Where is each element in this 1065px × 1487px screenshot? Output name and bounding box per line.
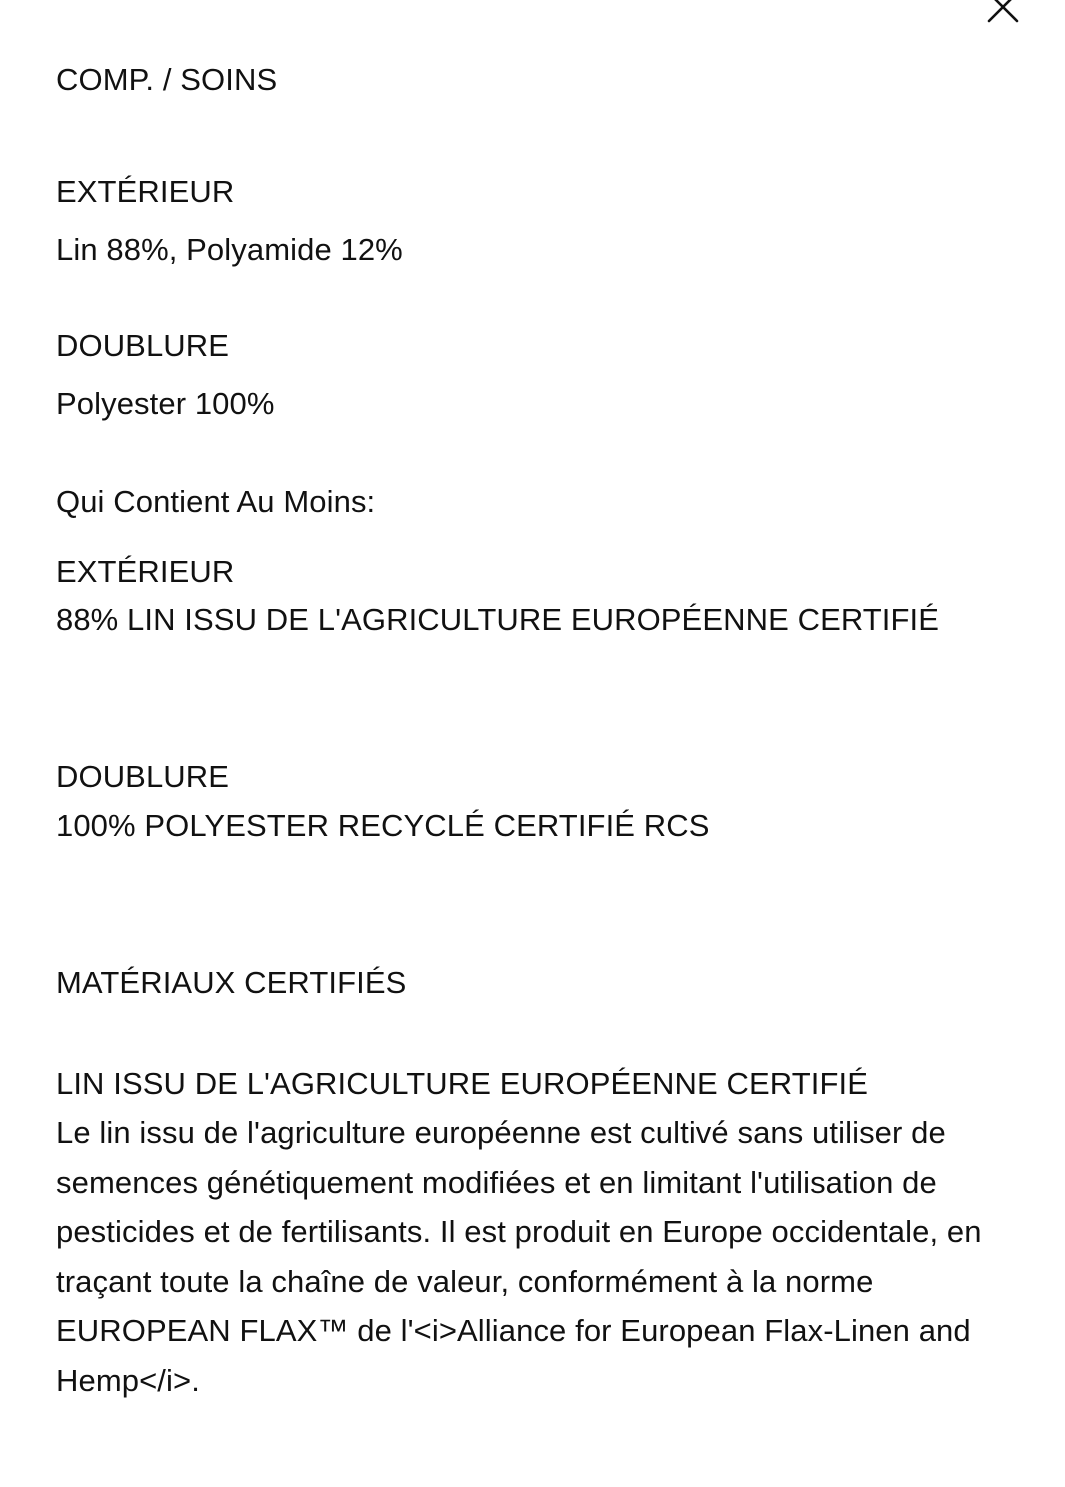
outer-value: Lin 88%, Polyamide 12% xyxy=(56,232,403,267)
lining-heading: DOUBLURE xyxy=(56,328,230,363)
minimum-lining-heading: DOUBLURE xyxy=(56,759,230,794)
outer-heading: EXTÉRIEUR xyxy=(56,174,235,209)
close-icon xyxy=(982,0,1024,28)
close-button[interactable] xyxy=(982,0,1024,28)
certified-heading: MATÉRIAUX CERTIFIÉS xyxy=(56,965,407,1000)
minimum-outer-value: 88% LIN ISSU DE L'AGRICULTURE EUROPÉENNE CERTIFIÉ xyxy=(56,602,940,637)
certified-item-description: Le lin issu de l'agriculture européenne est cultivé sans utiliser de semences génétiquement modifiées et en limitant l'utilisation de pesticides et de fertilisants. Il est produit en Europe occidentale, en traçant toute la chaîne de valeur, conformément à la norme EUROPEAN FLAX™ de l'<i>Alliance for European Flax-Linen and Hemp</i>. xyxy=(56,1115,982,1398)
panel-title: COMP. / SOINS xyxy=(56,62,278,97)
minimum-outer-heading: EXTÉRIEUR xyxy=(56,554,235,589)
lining-value: Polyester 100% xyxy=(56,386,275,421)
minimum-lining-value: 100% POLYESTER RECYCLÉ CERTIFIÉ RCS xyxy=(56,808,710,843)
minimum-intro: Qui Contient Au Moins: xyxy=(56,484,376,519)
certified-item-title: LIN ISSU DE L'AGRICULTURE EUROPÉENNE CERTIFIÉ xyxy=(56,1066,868,1101)
